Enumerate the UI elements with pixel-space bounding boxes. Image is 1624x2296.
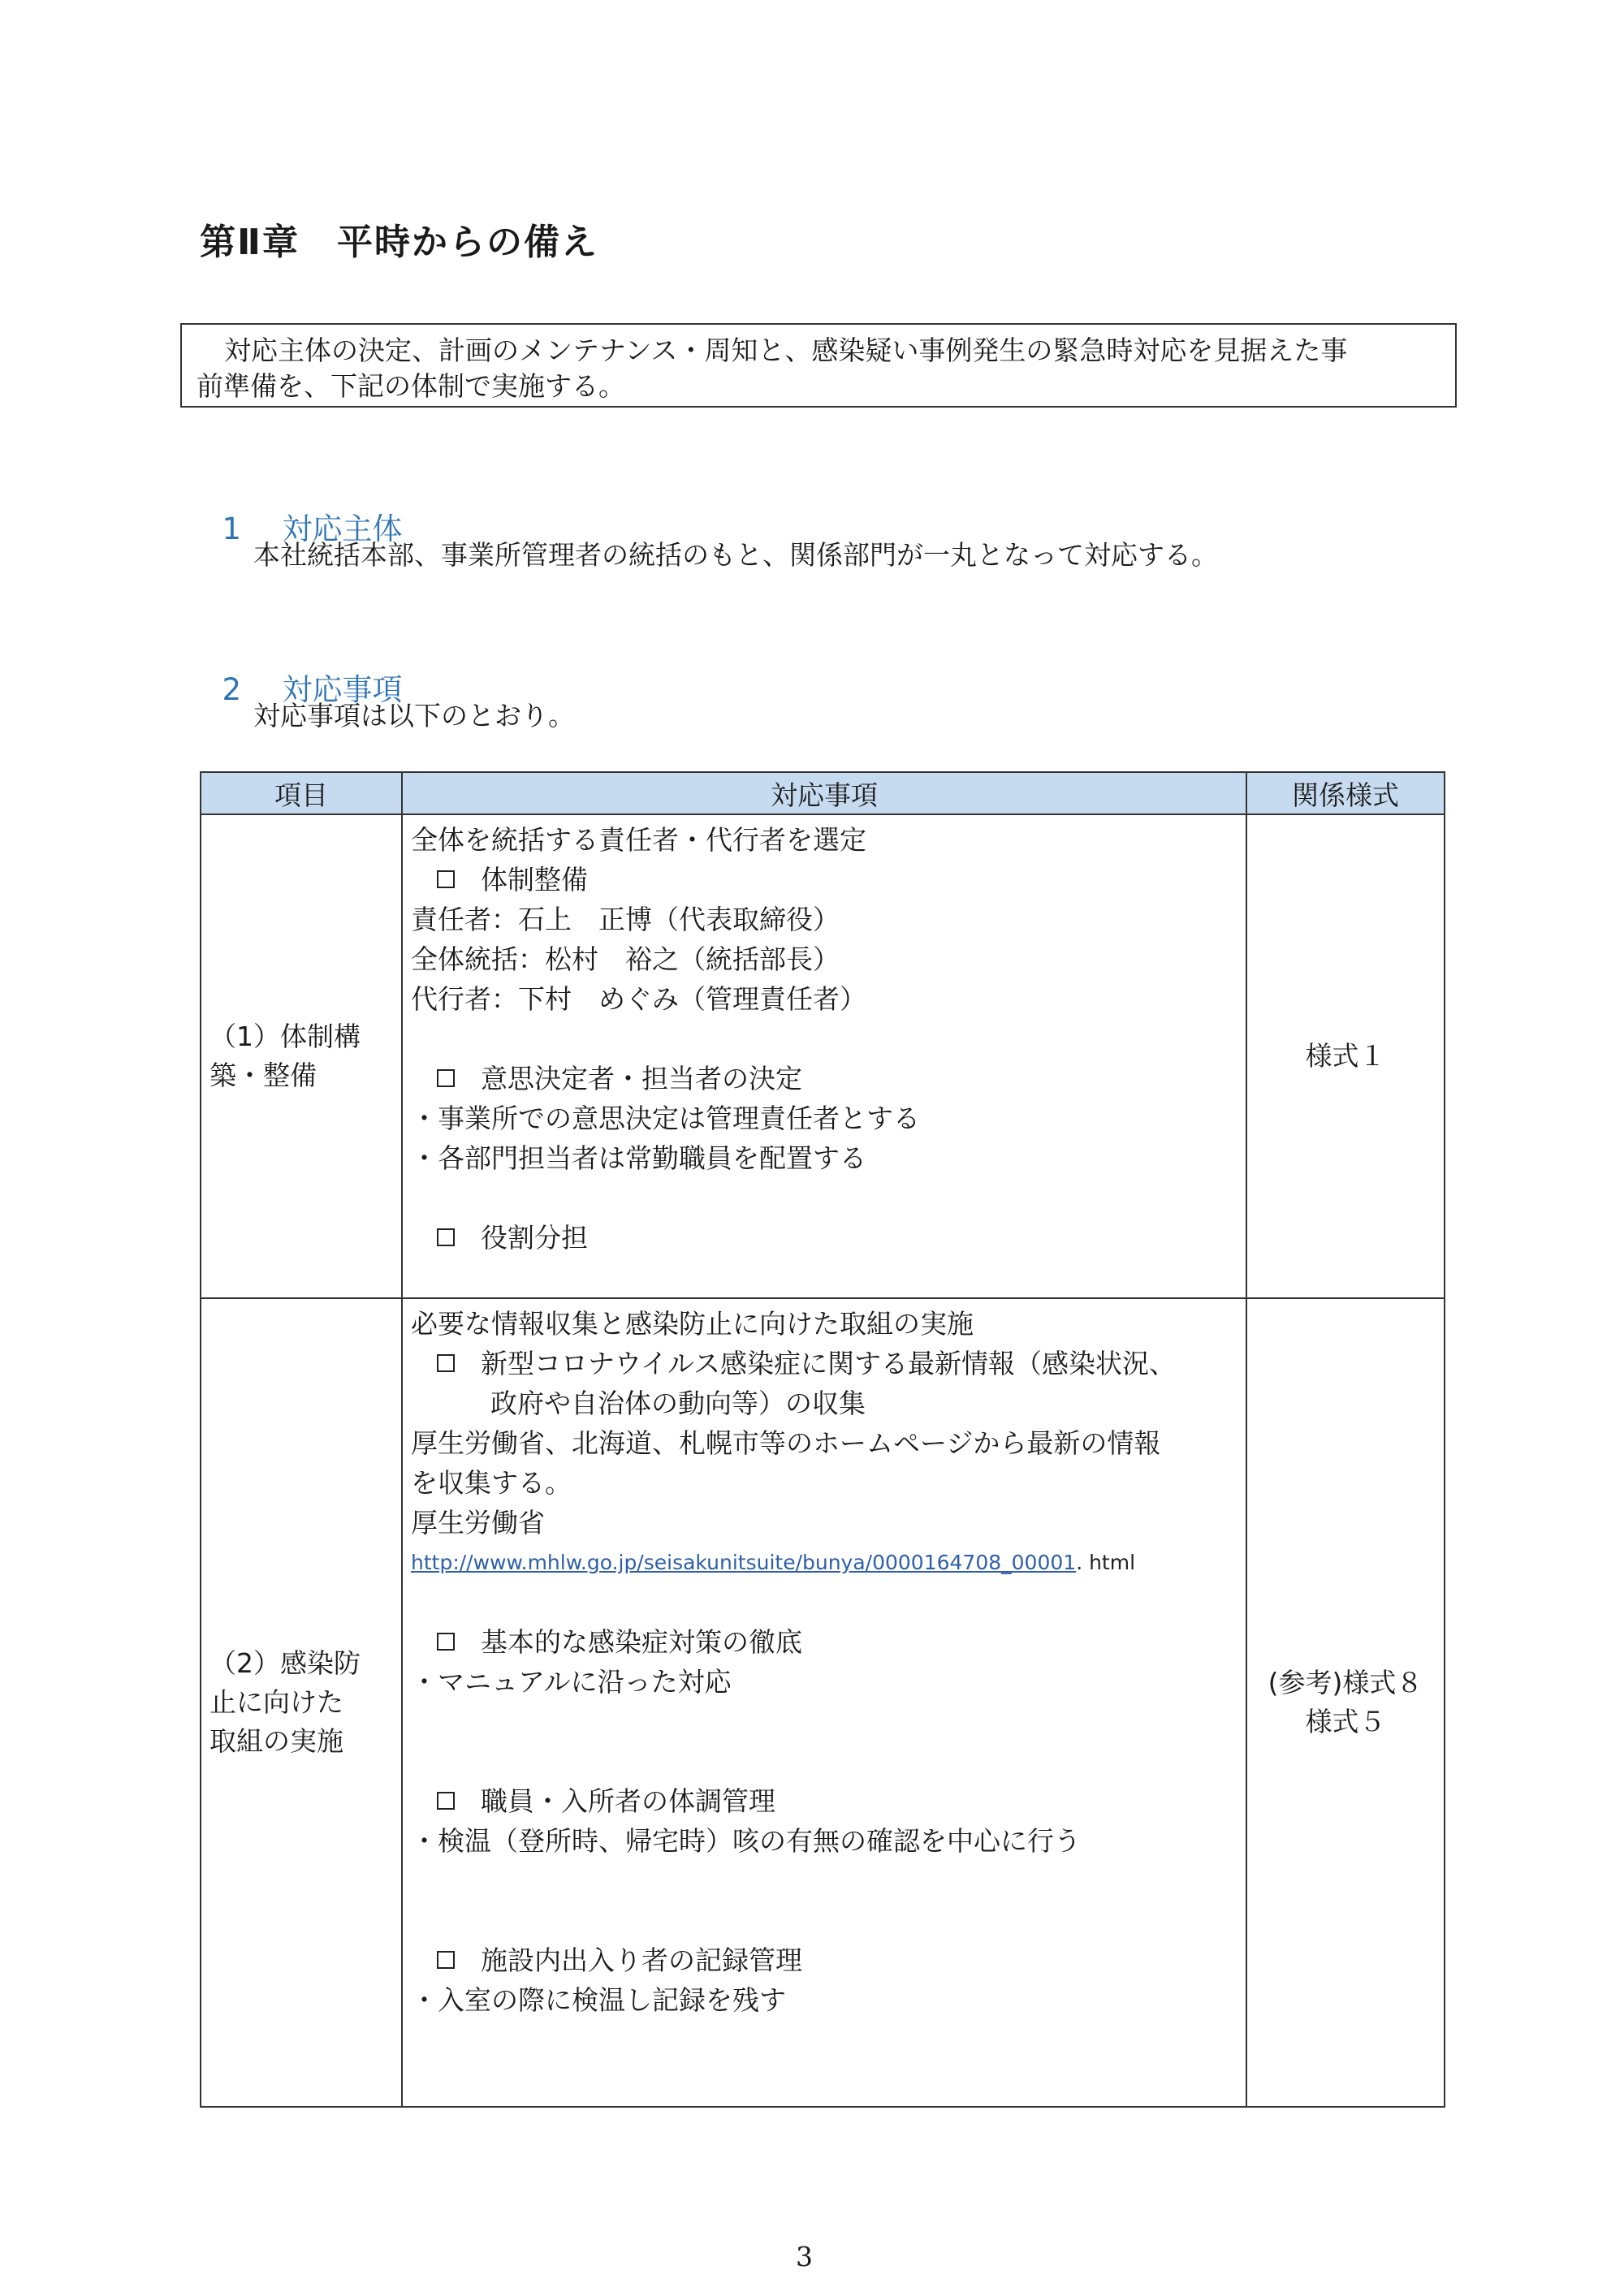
row2-item-line-3: 取組の実施 (209, 1725, 343, 1757)
row2-line-17 (411, 1940, 1237, 1980)
section-2-text: 対応事項は以下のとおり。 (253, 700, 575, 732)
row1-item-line-1: （1）体制構 (209, 1021, 361, 1052)
table-row (201, 1298, 1445, 2107)
header-form: 関係様式 (1246, 772, 1445, 814)
row1-content (402, 814, 1246, 1298)
row1-line-9: ・各部門担当者は常勤職員を配置する (411, 1142, 866, 1174)
row2-form-line-2: 様式５ (1305, 1706, 1386, 1737)
row2-item-line-2: 止に向けた (209, 1686, 343, 1718)
row2-line-9-text: 基本的な感染症対策の徹底 (481, 1626, 802, 1658)
row2-blank (411, 1582, 1237, 1622)
row2-blank (411, 1861, 1237, 1901)
row2-line-17-text: 施設内出入り者の記録管理 (481, 1944, 802, 1976)
row1-blank (411, 1178, 1237, 1218)
response-table (200, 771, 1445, 2108)
row2-line-4: 厚生労働省、北海道、札幌市等のホームページから最新の情報 (411, 1427, 1161, 1459)
row2-line-9 (411, 1622, 1237, 1662)
section-2-title: 対応事項 (282, 672, 403, 707)
row1-line-5: 代行者：下村 めぐみ（管理責任者） (411, 983, 866, 1015)
checkbox-icon (437, 1354, 455, 1372)
header-item: 項目 (201, 772, 402, 814)
row2-line-2-text: 新型コロナウイルス感染症に関する最新情報（感染状況、 (481, 1348, 1177, 1379)
row1-line-11-text: 役割分担 (481, 1222, 588, 1254)
mhlw-link-ext: . html (1076, 1551, 1136, 1574)
row2-blank (411, 1741, 1237, 1781)
page-number: 3 (796, 2241, 813, 2272)
summary-line-1: 対応主体の決定、計画のメンテナンス・周知と、感染疑い事例発生の緊急時対応を見据えた事 (224, 334, 1348, 366)
row2-line-6: 厚生労働省 (411, 1507, 545, 1539)
checkbox-icon (437, 1792, 455, 1810)
row1-line-2-text: 体制整備 (481, 864, 588, 896)
row2-line-3: 政府や自治体の動向等）の収集 (490, 1388, 866, 1419)
row2-line-13-text: 職員・入所者の体調管理 (481, 1785, 775, 1817)
row2-form-line-1: (参考)様式８ (1268, 1667, 1423, 1698)
row1-item (201, 814, 402, 1298)
section-1-title: 対応主体 (282, 511, 403, 546)
row1-line-11 (411, 1218, 1237, 1258)
row1-line-4: 全体統括：松村 裕之（統括部長） (411, 943, 840, 975)
header-content: 対応事項 (402, 772, 1246, 814)
table-row (201, 814, 1445, 1298)
summary-box (180, 323, 1457, 408)
chapter-title: 第Ⅱ章 平時からの備え (200, 222, 598, 263)
row2-form (1246, 1298, 1445, 2107)
row1-form: 様式１ (1246, 814, 1445, 1298)
row1-line-1: 全体を統括する責任者・代行者を選定 (411, 824, 866, 856)
checkbox-icon (437, 1069, 455, 1087)
row1-line-7-text: 意思決定者・担当者の決定 (481, 1063, 802, 1094)
row2-blank (411, 1702, 1237, 1741)
row2-line-1: 必要な情報収集と感染防止に向けた取組の実施 (411, 1308, 974, 1340)
section-1-text: 本社統括本部、事業所管理者の統括のもと、関係部門が一丸となって対応する。 (253, 539, 1218, 571)
checkbox-icon (437, 1951, 455, 1969)
checkbox-icon (437, 870, 455, 888)
table-header-row (201, 772, 1445, 814)
checkbox-icon (437, 1228, 455, 1246)
row2-content (402, 1298, 1246, 2107)
row2-line-14: ・検温（登所時、帰宅時）咳の有無の確認を中心に行う (411, 1825, 1081, 1857)
checkbox-icon (437, 1633, 455, 1651)
section-2-number: 2 (222, 672, 242, 707)
row2-line-13 (411, 1781, 1237, 1821)
mhlw-link[interactable] (411, 1543, 1237, 1582)
row1-line-3: 責任者：石上 正博（代表取締役） (411, 904, 840, 935)
row1-item-line-2: 築・整備 (209, 1060, 317, 1091)
mhlw-link-url[interactable]: http://www.mhlw.go.jp/seisakunitsuite/bunya/0000164708_00001 (411, 1551, 1077, 1574)
row2-line-18: ・入室の際に検温し記録を残す (411, 1984, 786, 2016)
row2-item-line-1: （2）感染防 (209, 1647, 361, 1679)
summary-line-2: 前準備を、下記の体制で実施する。 (197, 370, 625, 402)
section-1-number: 1 (222, 511, 242, 546)
row1-line-2 (411, 860, 1237, 900)
row2-item (201, 1298, 402, 2107)
row1-line-7 (411, 1059, 1237, 1098)
row1-blank (411, 1019, 1237, 1059)
row2-line-5: を収集する。 (411, 1467, 572, 1499)
row2-line-2 (411, 1344, 1237, 1383)
row2-line-10: ・マニュアルに沿った対応 (411, 1666, 732, 1698)
row2-blank (411, 1901, 1237, 1940)
row1-line-8: ・事業所での意思決定は管理責任者とする (411, 1103, 920, 1134)
